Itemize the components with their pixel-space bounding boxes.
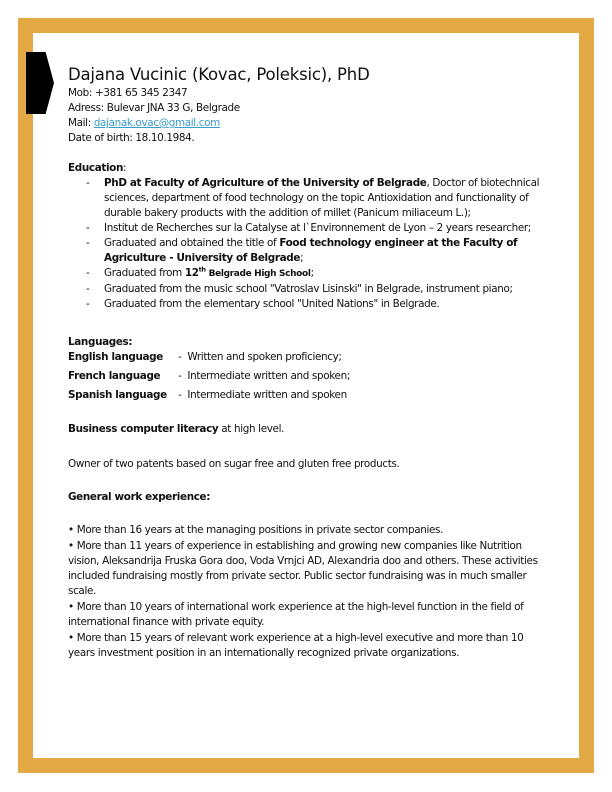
mobile: Mob: +381 65 345 2347 (68, 87, 188, 99)
date-of-birth: Date of birth: 18.10.1984. (68, 132, 195, 144)
education-heading: Education: (68, 162, 127, 174)
mail-label: Mail: (68, 117, 94, 129)
education-item: - Institut de Recherches sur la Catalyse at l`Environnement de Lyon – 2 years researcher; (68, 221, 553, 236)
cv-name: Dajana Vucinic (Kovac, Poleksic), PhD (68, 65, 370, 84)
languages-list (68, 348, 553, 405)
education-list (68, 176, 553, 312)
education-item: - Graduated from the music school "Vatroslav Lisinski" in Belgrade, instrument piano; (68, 282, 553, 297)
education-item: - Graduated from 12th Belgrade High School; (68, 266, 553, 282)
languages-heading: Languages: (68, 336, 133, 348)
experience-item: • More than 11 years of experience in establishing and growing new companies like Nutrition vision, Aleksandrija Fruska Gora doo, Voda Vrnjci AD, Alexandria doo and others. These activities included fundraising mostly from private sector. Public sector fundraising was in much smaller scale. (68, 540, 538, 597)
education-item: - PhD at Faculty of Agriculture of the University of Belgrade, Doctor of biotechnical sciences, department of food technology on the topic Antioxidation and functionality of durable bakery products with the addition of millet (Panicum miliaceum L.); (68, 176, 553, 221)
address: Adress: Bulevar JNA 33 G, Belgrade (68, 102, 240, 114)
experience-heading: General work experience: (68, 491, 211, 503)
email-link[interactable]: dajanak.ovac@gmail.com (93, 117, 220, 129)
experience-list (68, 523, 553, 661)
language-row: English language - Written and spoken proficiency; (68, 351, 342, 363)
education-item: - Graduated and obtained the title of Food technology engineer at the Faculty of Agriculture - University of Belgrade; (68, 236, 553, 266)
experience-item: • More than 16 years at the managing positions in private sector companies. (68, 524, 444, 536)
cv-content (68, 64, 553, 662)
education-item: - Graduated from the elementary school "United Nations" in Belgrade. (68, 297, 553, 312)
patents: Owner of two patents based on sugar free and gluten free products. (68, 458, 400, 470)
experience-item: • More than 10 years of international work experience at the high-level function in the field of international finance with private equity. (68, 601, 524, 628)
language-row: Spanish language - Intermediate written and spoken (68, 389, 347, 401)
experience-item: • More than 15 years of relevant work experience at a high-level executive and more than 10 years investment position in an internationally recognized private organizations. (68, 632, 524, 659)
computer-literacy: Business computer literacy at high level. (68, 423, 285, 435)
mail-line (68, 116, 553, 131)
language-row: French language - Intermediate written and spoken; (68, 370, 350, 382)
